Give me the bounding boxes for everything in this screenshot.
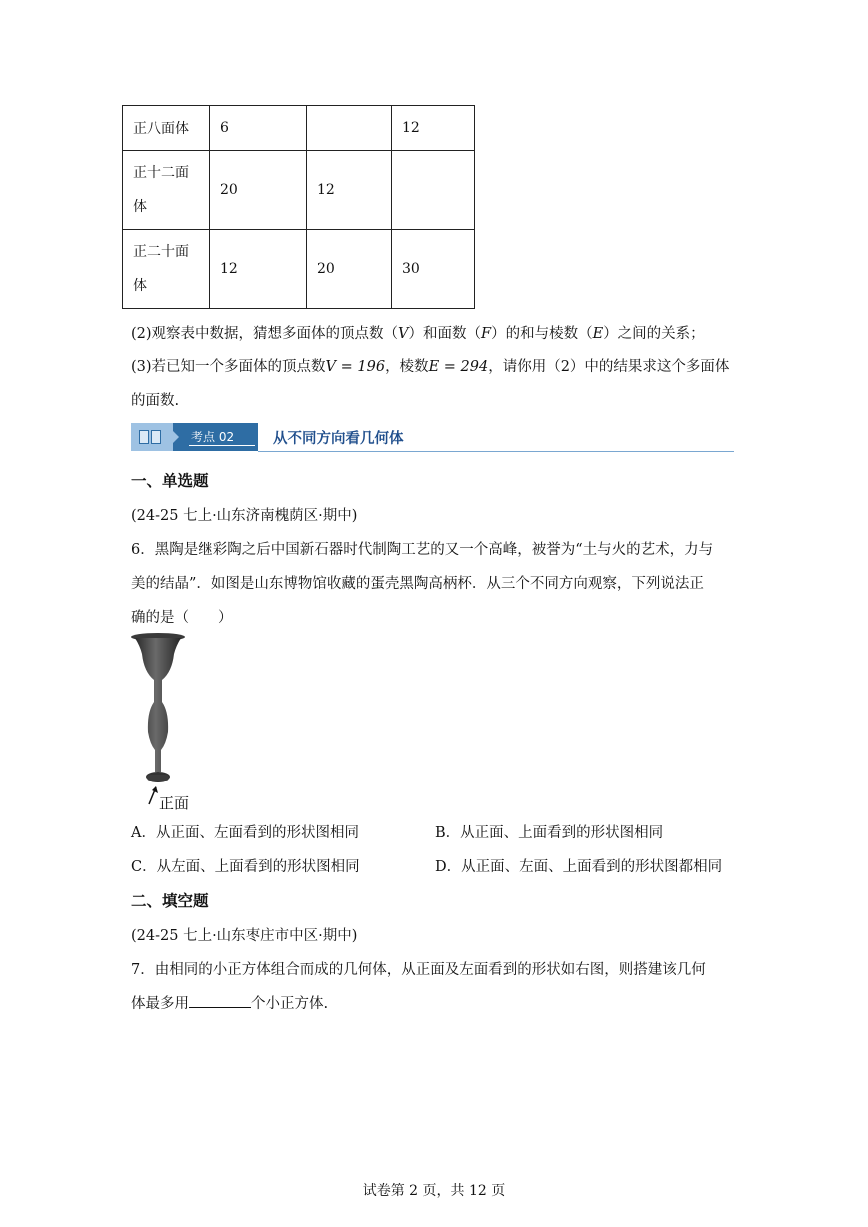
arrow-icon	[146, 784, 160, 806]
banner-rule	[258, 451, 734, 452]
question-3: (3)若已知一个多面体的顶点数V = 196，棱数E = 294，请你用（2）中的结果求这个多面体	[131, 359, 730, 375]
table-cell-vertices: 12	[210, 230, 307, 309]
table-cell-faces: 12	[307, 151, 392, 230]
option-b: B．从正面、上面看到的形状图相同	[435, 825, 664, 841]
table-cell-edges	[392, 151, 475, 230]
option-a: A．从正面、左面看到的形状图相同	[131, 825, 359, 841]
section-heading-fill-blank: 二、填空题	[131, 891, 209, 910]
question-6-line3: 确的是（ ）	[131, 610, 233, 626]
table-row	[123, 151, 475, 230]
question-6-line2: 美的结晶”．如图是山东博物馆收藏的蛋壳黑陶高柄杯．从三个不同方向观察，下列说法正	[131, 576, 704, 592]
page-footer: 试卷第 2 页，共 12 页	[362, 1183, 506, 1199]
table-cell-name: 正十二面 体	[123, 151, 210, 230]
table-cell-name: 正二十面 体	[123, 230, 210, 309]
section-heading-single-choice: 一、单选题	[131, 471, 209, 490]
table-cell-edges: 30	[392, 230, 475, 309]
table-cell-faces: 20	[307, 230, 392, 309]
table-cell-vertices: 20	[210, 151, 307, 230]
topic-label: 考点 02	[191, 430, 235, 444]
question-7-line1: 7．由相同的小正方体组合而成的几何体，从正面及左面看到的形状如右图，则搭建该几何	[131, 962, 706, 978]
table-cell-faces	[307, 106, 392, 151]
question-6-source: (24-25 七上·山东济南槐荫区·期中)	[131, 508, 358, 524]
question-2: (2)观察表中数据，猜想多面体的顶点数（V）和面数（F）的和与棱数（E）之间的关系；	[131, 326, 705, 342]
table-row	[123, 106, 475, 151]
topic-banner	[131, 421, 734, 453]
table-cell-edges: 12	[392, 106, 475, 151]
table-cell-vertices: 6	[210, 106, 307, 151]
black-pottery-cup-figure	[130, 632, 190, 790]
figure-label-front: 正面	[159, 794, 190, 812]
polyhedron-table	[122, 105, 475, 309]
option-d: D．从正面、左面、上面看到的形状图都相同	[435, 859, 723, 875]
book-icon	[139, 430, 163, 445]
question-7-source: (24-25 七上·山东枣庄市中区·期中)	[131, 928, 358, 944]
option-c: C．从左面、上面看到的形状图相同	[131, 859, 360, 875]
answer-blank	[189, 993, 251, 1008]
table-row	[123, 230, 475, 309]
banner-tab-notch	[165, 423, 179, 451]
question-3-line2: 的面数.	[131, 393, 180, 409]
question-7-line2: 体最多用 个小正方体.	[131, 992, 328, 1013]
question-6-line1: 6．黑陶是继彩陶之后中国新石器时代制陶工艺的又一个高峰，被誉为“土与火的艺术，力与	[131, 542, 714, 558]
topic-title: 从不同方向看几何体	[273, 430, 404, 447]
topic-label-underline	[189, 445, 255, 446]
table-cell-name: 正八面体	[123, 106, 210, 151]
